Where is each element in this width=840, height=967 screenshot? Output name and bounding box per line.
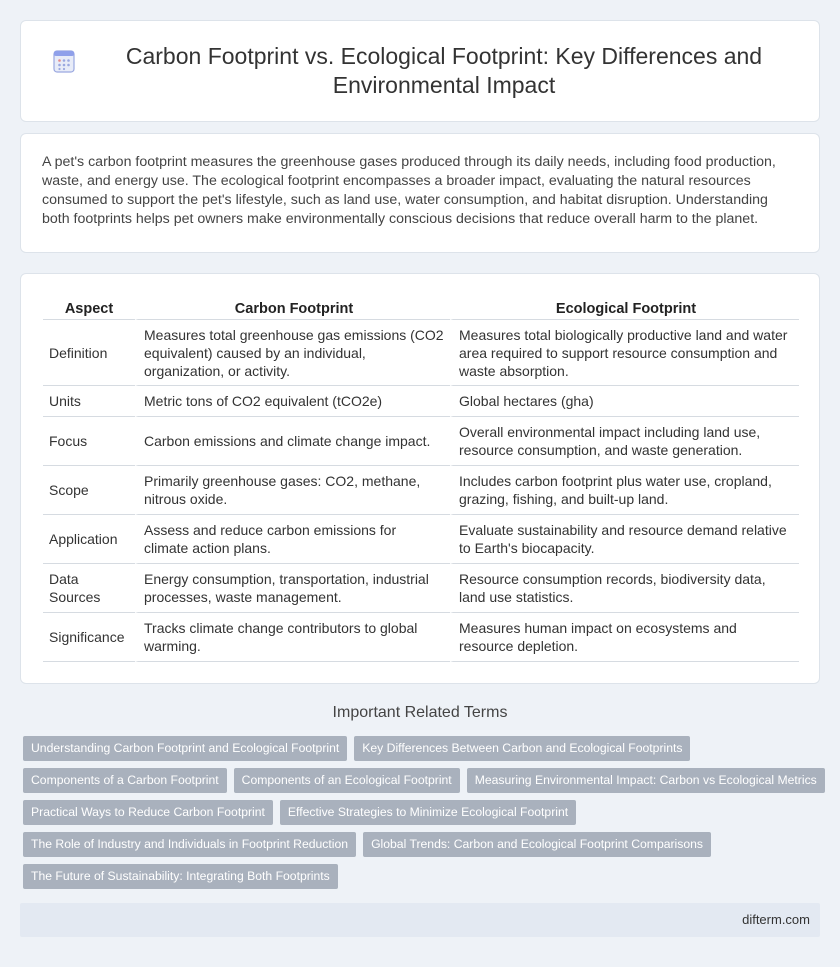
cell-ecological: Resource consumption records, biodiversity data, land use statistics. bbox=[450, 564, 799, 613]
cell-ecological: Evaluate sustainability and resource demand relative to Earth's biocapacity. bbox=[450, 515, 799, 564]
table-header-row bbox=[43, 295, 799, 320]
table-row bbox=[43, 613, 799, 662]
related-terms-title: Important Related Terms bbox=[332, 704, 508, 721]
related-term-link[interactable]: Components of an Ecological Footprint bbox=[234, 768, 460, 793]
cell-carbon: Assess and reduce carbon emissions for climate action plans. bbox=[135, 515, 450, 564]
table-row bbox=[43, 564, 799, 613]
cell-carbon: Measures total greenhouse gas emissions (CO2 equivalent) caused by an individual, organization, or activity. bbox=[135, 320, 450, 386]
cell-carbon: Metric tons of CO2 equivalent (tCO2e) bbox=[135, 386, 450, 417]
cell-aspect: Scope bbox=[43, 466, 135, 515]
table-row bbox=[43, 320, 799, 386]
cell-ecological: Includes carbon footprint plus water use, cropland, grazing, fishing, and built-up land. bbox=[450, 466, 799, 515]
related-term-link[interactable]: Understanding Carbon Footprint and Ecological Footprint bbox=[23, 736, 347, 761]
table-row bbox=[43, 515, 799, 564]
related-term-link[interactable]: Global Trends: Carbon and Ecological Footprint Comparisons bbox=[363, 832, 711, 857]
related-term-link[interactable]: Effective Strategies to Minimize Ecological Footprint bbox=[280, 800, 576, 825]
cell-aspect: Definition bbox=[43, 320, 135, 386]
title-card bbox=[20, 20, 820, 122]
footer-site: difterm.com bbox=[742, 912, 810, 927]
related-term-link[interactable]: Components of a Carbon Footprint bbox=[23, 768, 227, 793]
related-term-link[interactable]: The Role of Industry and Individuals in Footprint Reduction bbox=[23, 832, 356, 857]
cell-aspect: Significance bbox=[43, 613, 135, 662]
related-terms-list bbox=[23, 736, 823, 896]
cell-aspect: Data Sources bbox=[43, 564, 135, 613]
footer bbox=[20, 903, 820, 937]
table-row bbox=[43, 386, 799, 417]
cell-ecological: Overall environmental impact including land use, resource consumption, and waste generation. bbox=[450, 417, 799, 466]
related-term-link[interactable]: Key Differences Between Carbon and Ecological Footprints bbox=[354, 736, 690, 761]
related-term-link[interactable]: Practical Ways to Reduce Carbon Footprint bbox=[23, 800, 273, 825]
cell-ecological: Global hectares (gha) bbox=[450, 386, 799, 417]
header-aspect: Aspect bbox=[43, 295, 135, 320]
related-terms-row bbox=[23, 800, 823, 825]
comparison-table bbox=[43, 295, 799, 662]
related-terms-row bbox=[23, 832, 823, 857]
cell-ecological: Measures total biologically productive land and water area required to support resource consumption and waste absorption. bbox=[450, 320, 799, 386]
related-terms-row bbox=[23, 736, 823, 761]
document-icon bbox=[51, 48, 77, 74]
cell-aspect: Units bbox=[43, 386, 135, 417]
cell-carbon: Energy consumption, transportation, industrial processes, waste management. bbox=[135, 564, 450, 613]
header-carbon-footprint: Carbon Footprint bbox=[135, 295, 450, 320]
cell-carbon: Carbon emissions and climate change impact. bbox=[135, 417, 450, 466]
cell-ecological: Measures human impact on ecosystems and resource depletion. bbox=[450, 613, 799, 662]
header-ecological-footprint: Ecological Footprint bbox=[450, 295, 799, 320]
page-title: Carbon Footprint vs. Ecological Footprint: Key Differences and Environmental Impact bbox=[125, 43, 763, 98]
related-term-link[interactable]: The Future of Sustainability: Integrating Both Footprints bbox=[23, 864, 338, 889]
table-row bbox=[43, 417, 799, 466]
cell-carbon: Primarily greenhouse gases: CO2, methane, nitrous oxide. bbox=[135, 466, 450, 515]
table-row bbox=[43, 466, 799, 515]
related-term-link[interactable]: Measuring Environmental Impact: Carbon vs Ecological Metrics bbox=[467, 768, 825, 793]
cell-aspect: Application bbox=[43, 515, 135, 564]
comparison-table-card bbox=[20, 273, 820, 684]
cell-aspect: Focus bbox=[43, 417, 135, 466]
related-terms-row bbox=[23, 864, 823, 889]
intro-paragraph: A pet's carbon footprint measures the greenhouse gases produced through its daily needs, including food production, waste, and energy use. The ecological footprint encompasses a broader impact, evaluating the natural resources consumed to support the pet's lifestyle, such as land use, water consumption, and habitat disruption. Understanding both footprints helps pet owners make environmentally conscious decisions that reduce overall harm to the planet. bbox=[42, 154, 776, 227]
intro-card bbox=[20, 133, 820, 253]
cell-carbon: Tracks climate change contributors to global warming. bbox=[135, 613, 450, 662]
related-terms-row bbox=[23, 768, 823, 793]
